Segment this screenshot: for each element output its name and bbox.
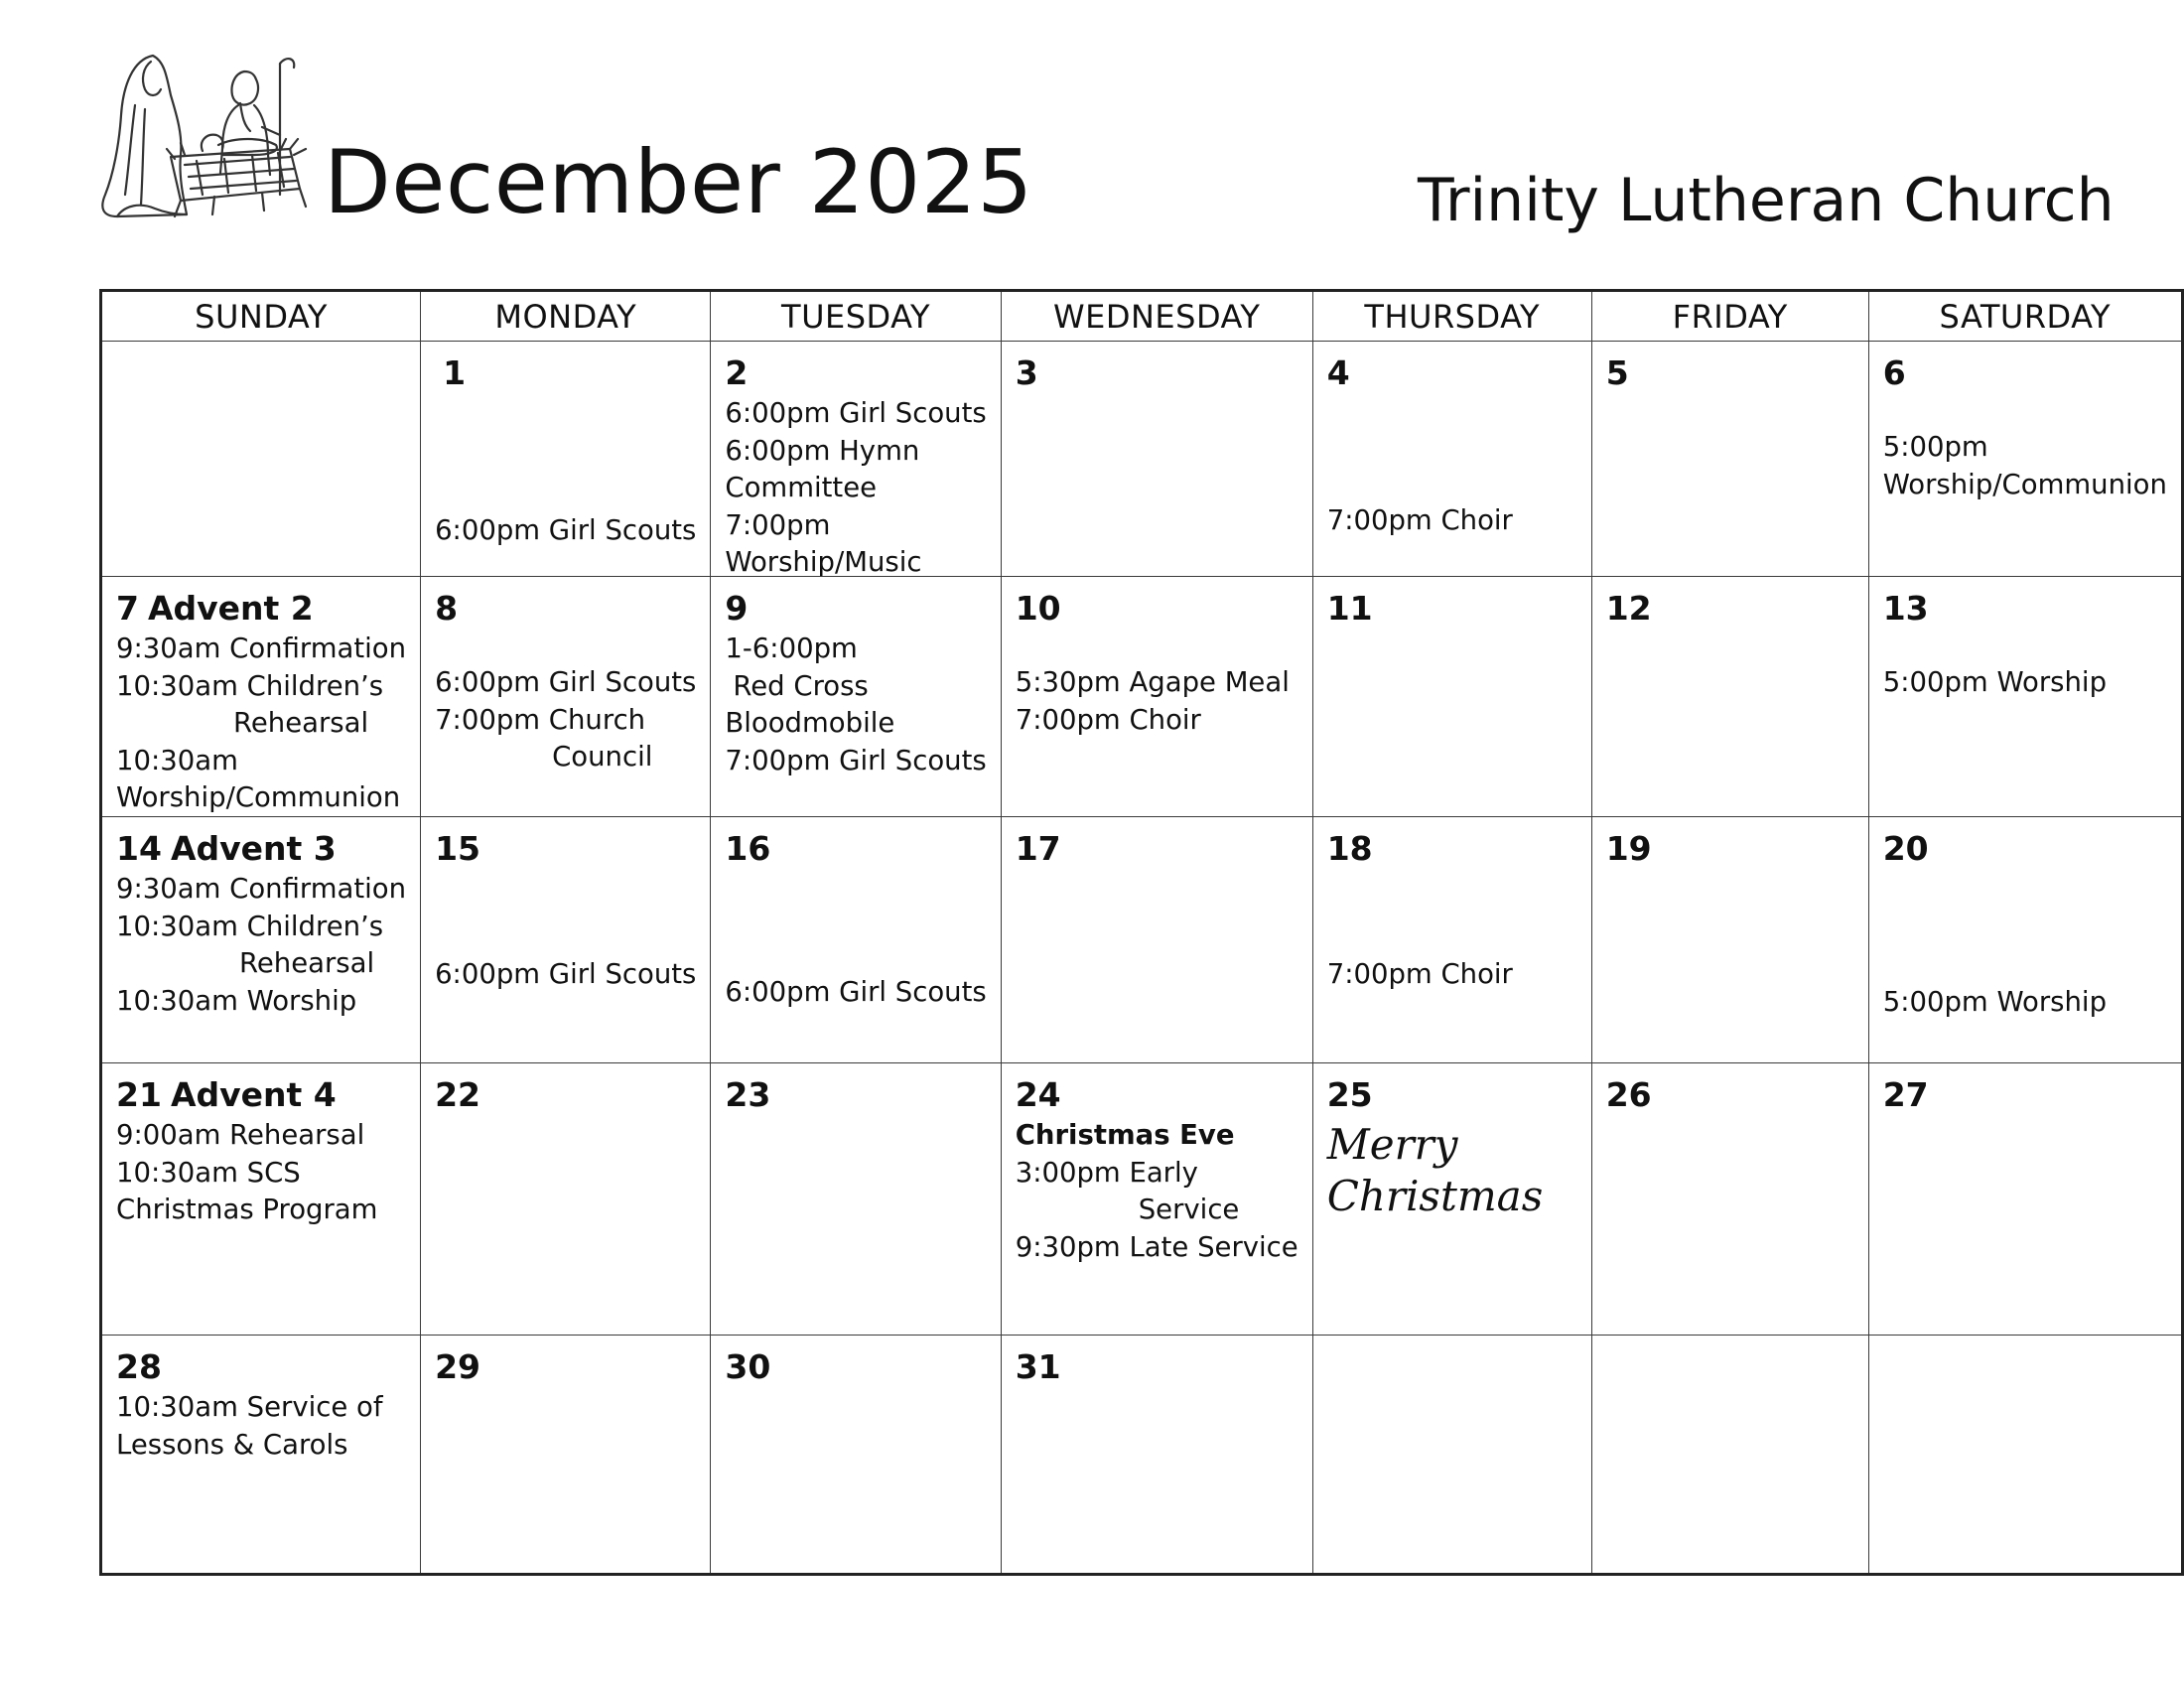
- event-text: 10:30am SCS: [116, 1156, 301, 1189]
- event-text: 9:30pm Late Service: [1015, 1230, 1298, 1263]
- sunday-label: Advent 2: [147, 589, 314, 628]
- day-number: 4: [1326, 353, 1350, 392]
- event-text: 5:00pm Worship: [1882, 666, 2108, 698]
- week-row: [101, 817, 2183, 1063]
- day-number: 9: [725, 589, 749, 628]
- day-cell: [1001, 817, 1312, 1063]
- event-text: 9:00am Rehearsal: [116, 1119, 365, 1151]
- weekday-header-friday: FRIDAY: [1591, 291, 1868, 342]
- day-cell: [1591, 342, 1868, 577]
- day-cell: [1868, 577, 2182, 817]
- day-number: 28: [116, 1347, 162, 1386]
- day-number: 11: [1326, 589, 1373, 628]
- day-number: 30: [725, 1347, 771, 1386]
- day-cell: [421, 817, 711, 1063]
- event-text: Red Cross: [733, 669, 869, 702]
- day-cell: [711, 817, 1001, 1063]
- day-cell: [421, 1063, 711, 1336]
- event-text: 10:30am Worship: [116, 984, 357, 1017]
- weekday-header-sunday: SUNDAY: [101, 291, 421, 342]
- event-text: 5:00pm: [1882, 431, 1988, 463]
- sunday-label: Advent 3: [170, 829, 337, 868]
- day-cell: [1312, 1063, 1591, 1336]
- week-row: [101, 577, 2183, 817]
- greeting-text: Merry: [1326, 1120, 1458, 1169]
- event-text: 5:00pm Worship: [1882, 986, 2108, 1018]
- weekday-header-saturday: SATURDAY: [1868, 291, 2182, 342]
- event-text: 10:30am Children’s: [116, 910, 384, 942]
- day-number: 10: [1015, 589, 1061, 628]
- event-text: Rehearsal: [239, 947, 375, 979]
- day-cell-empty: [1312, 1336, 1591, 1575]
- event-text: Rehearsal: [233, 707, 369, 739]
- event-text: Christmas Program: [116, 1194, 378, 1225]
- event-text: 7:00pm: [725, 508, 831, 541]
- event-text: 3:00pm Early: [1015, 1156, 1198, 1189]
- event-text: 6:00pm Girl Scouts: [435, 666, 697, 698]
- day-cell: [1591, 1063, 1868, 1336]
- day-number: 27: [1882, 1075, 1929, 1114]
- day-number: 29: [435, 1347, 480, 1386]
- day-number: 22: [435, 1075, 480, 1114]
- weekday-header-row: [101, 291, 2183, 342]
- day-number: 23: [725, 1075, 771, 1114]
- event-text: 10:30am Children’s: [116, 669, 384, 702]
- day-cell: [1591, 577, 1868, 817]
- day-number: 5: [1605, 353, 1629, 392]
- day-cell: [1001, 1336, 1312, 1575]
- event-text: 6:00pm Hymn: [725, 434, 920, 467]
- weekday-header-wednesday: WEDNESDAY: [1001, 291, 1312, 342]
- day-number: 1: [443, 353, 467, 392]
- day-cell: [711, 577, 1001, 817]
- event-text: 7:00pm Choir: [1015, 703, 1201, 736]
- day-number: 6: [1882, 353, 1906, 392]
- day-cell-empty: [1591, 1336, 1868, 1575]
- day-number: 25: [1326, 1075, 1373, 1114]
- event-text: Lessons & Carols: [116, 1428, 348, 1461]
- day-number: 20: [1882, 829, 1929, 868]
- event-text: 7:00pm Girl Scouts: [725, 744, 987, 776]
- day-number: 2: [725, 353, 749, 392]
- event-text: Council: [552, 741, 653, 773]
- event-text: Worship/Communion: [1882, 468, 2167, 500]
- day-cell: [101, 817, 421, 1063]
- day-cell: [1868, 817, 2182, 1063]
- event-text: Committee: [725, 472, 878, 503]
- day-cell: [711, 1336, 1001, 1575]
- day-cell: [711, 342, 1001, 577]
- event-text: 7:00pm Choir: [1326, 958, 1513, 990]
- nativity-illustration: [95, 46, 326, 226]
- event-text: 6:00pm Girl Scouts: [725, 976, 987, 1008]
- day-cell: [1001, 577, 1312, 817]
- day-number: 16: [725, 829, 771, 868]
- day-number: 18: [1326, 829, 1373, 868]
- event-text: Worship/Music: [725, 546, 922, 576]
- event-text: 9:30am Confirmation: [116, 873, 407, 905]
- day-number: 8: [435, 589, 459, 628]
- day-number: 24: [1015, 1075, 1061, 1114]
- day-cell: [1312, 577, 1591, 817]
- weekday-header-tuesday: TUESDAY: [711, 291, 1001, 342]
- day-cell: [101, 577, 421, 817]
- event-text: 9:30am Confirmation: [116, 633, 407, 664]
- day-number: 14 Advent 3: [116, 829, 337, 868]
- week-row: [101, 1336, 2183, 1575]
- day-cell: [421, 342, 711, 577]
- day-number: 17: [1015, 829, 1061, 868]
- day-cell: [421, 577, 711, 817]
- sunday-label: Advent 4: [170, 1075, 337, 1114]
- event-text: Worship/Communion: [116, 781, 401, 813]
- event-text: Bloodmobile: [725, 707, 895, 739]
- event-text: Service: [1138, 1194, 1240, 1225]
- event-text: 5:30pm Agape Meal: [1015, 666, 1290, 698]
- day-cell: [1001, 1063, 1312, 1336]
- greeting-text: Christmas: [1326, 1172, 1544, 1220]
- event-text: 1-6:00pm: [725, 633, 858, 664]
- day-number: 26: [1605, 1075, 1652, 1114]
- event-text: 6:00pm Girl Scouts: [435, 958, 697, 990]
- event-text: 7:00pm Choir: [1326, 504, 1513, 536]
- weekday-header-monday: MONDAY: [421, 291, 711, 342]
- event-title: Christmas Eve: [1015, 1119, 1235, 1151]
- day-cell: [1591, 817, 1868, 1063]
- day-cell: [1312, 342, 1591, 577]
- day-cell: [1001, 342, 1312, 577]
- day-cell: [1868, 1063, 2182, 1336]
- calendar-grid: [99, 289, 2184, 1576]
- month-title: December 2025: [324, 131, 1033, 233]
- week-row: [101, 1063, 2183, 1336]
- day-number: 12: [1605, 589, 1652, 628]
- day-cell: [101, 1063, 421, 1336]
- event-text: 6:00pm Girl Scouts: [725, 397, 987, 429]
- event-text: 6:00pm Girl Scouts: [435, 514, 697, 546]
- day-number: 31: [1015, 1347, 1061, 1386]
- event-text: 10:30am Service of: [116, 1391, 383, 1423]
- day-cell-empty: [1868, 1336, 2182, 1575]
- day-cell-empty: [101, 342, 421, 577]
- church-name: Trinity Lutheran Church: [1418, 166, 2115, 235]
- event-text: 7:00pm Church: [435, 703, 646, 736]
- day-number: 3: [1015, 353, 1038, 392]
- event-text: 10:30am: [116, 744, 238, 776]
- day-number: 21 Advent 4: [116, 1075, 337, 1114]
- day-number: 15: [435, 829, 480, 868]
- day-number: 19: [1605, 829, 1652, 868]
- day-cell: [421, 1336, 711, 1575]
- day-cell: [1312, 817, 1591, 1063]
- day-number: 7 Advent 2: [116, 589, 314, 628]
- weekday-header-thursday: THURSDAY: [1312, 291, 1591, 342]
- day-cell: [711, 1063, 1001, 1336]
- day-cell: [1868, 342, 2182, 577]
- week-row: [101, 342, 2183, 577]
- day-cell: [101, 1336, 421, 1575]
- day-number: 13: [1882, 589, 1929, 628]
